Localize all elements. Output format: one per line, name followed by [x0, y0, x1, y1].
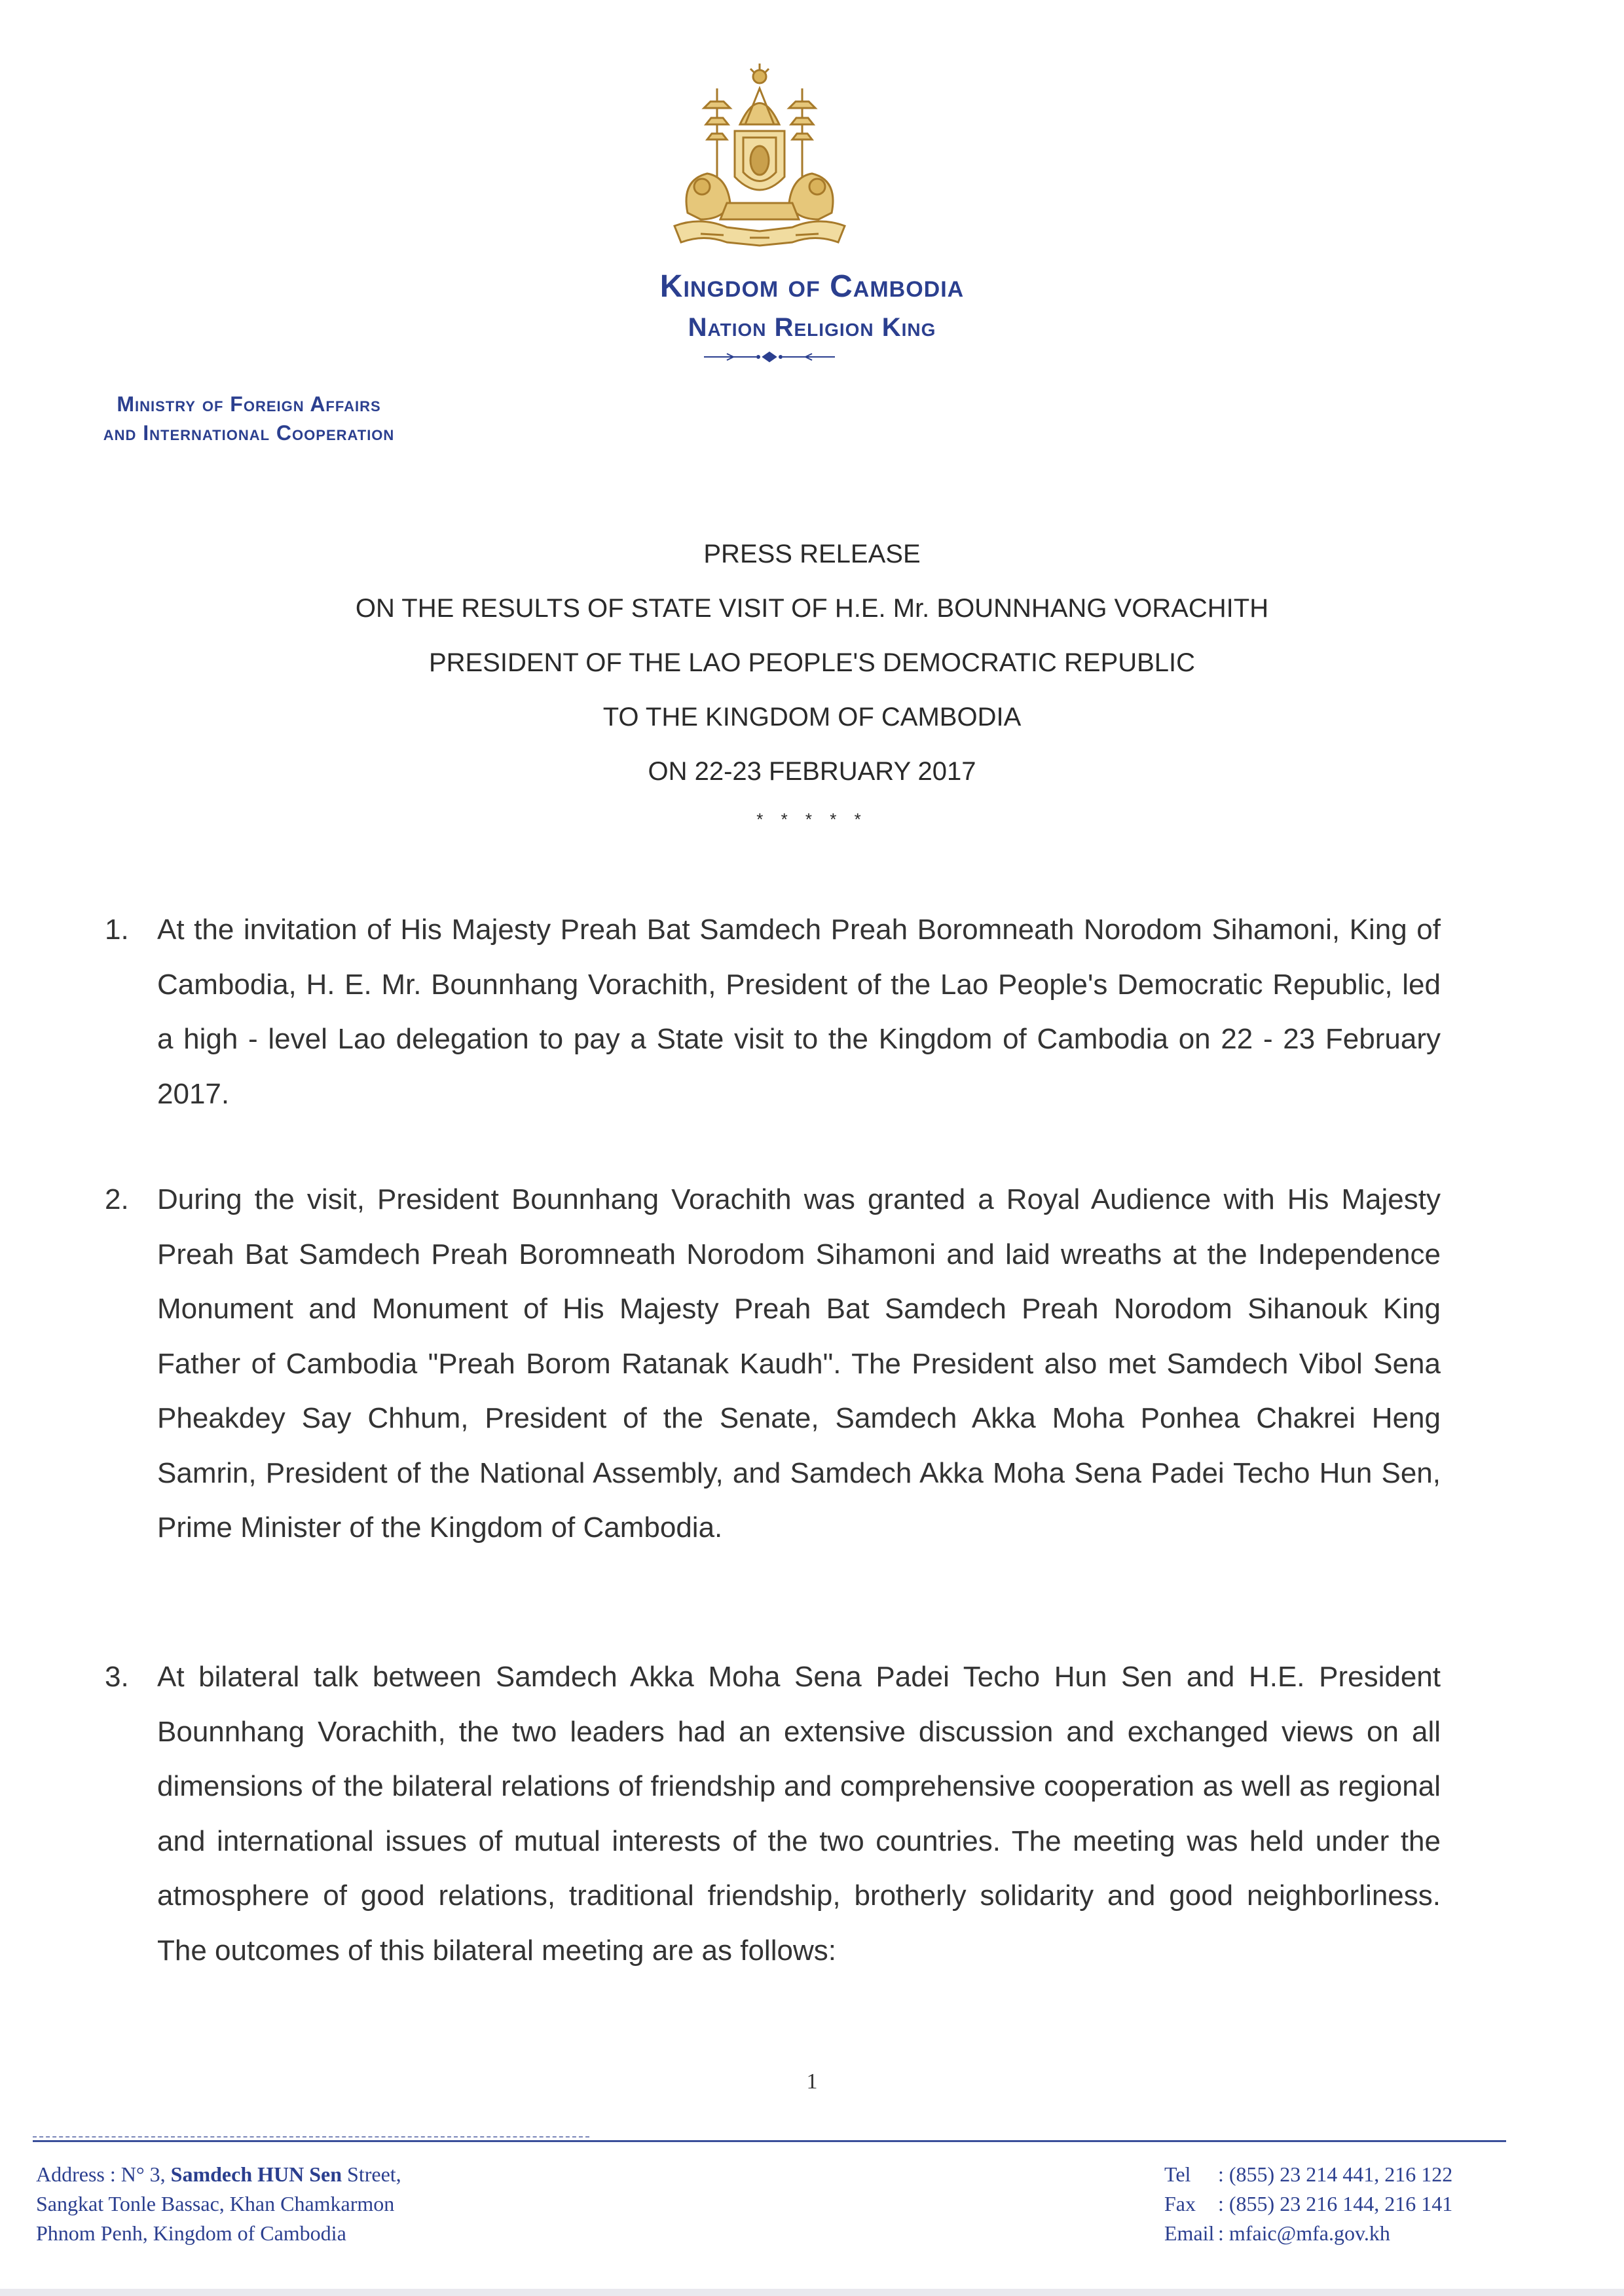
paragraph-text: At bilateral talk between Samdech Akka Moha Sena Padei Techo Hun Sen and H.E. President Bounnhang Vorachith, the two leaders had an extensive discussion and exchanged views on all dimensions of the bilateral relations of friendship and comprehensive cooperation as well as regional and international issues of mutual interests of the two countries. The meeting was held under the atmosphere of good relations, traditional friendship, brotherly solidarity and good neighborliness. The outcomes of this bilateral meeting are as follows:: [157, 1661, 1441, 1967]
national-motto: Nation Religion King: [688, 313, 936, 342]
country-name: Kingdom of Cambodia: [659, 269, 965, 304]
paragraph-text: At the invitation of His Majesty Preah Bat Samdech Preah Boromneath Norodom Sihamoni, King of Cambodia, H. E. Mr. Bounnhang Vorachith, President of the Lao People's Democratic Republic, led a high - level Lao delegation to pay a State visit to the Kingdom of Cambodia on 22 - 23 February 2017.: [157, 914, 1441, 1110]
title-line-1: PRESS RELEASE: [703, 540, 921, 568]
tel-line: [1164, 2160, 1452, 2189]
footer-contact: [1164, 2160, 1452, 2248]
paragraph-number: 2.: [105, 1183, 129, 1215]
title-line-3: PRESIDENT OF THE LAO PEOPLE'S DEMOCRATIC REPUBLIC: [428, 648, 1196, 677]
ministry-line-2: and International Cooperation: [103, 421, 395, 445]
email-line: [1164, 2219, 1452, 2248]
title-line-2: ON THE RESULTS OF STATE VISIT OF H.E. Mr. BOUNNHANG VORACHITH: [355, 594, 1269, 623]
email-value: : mfaic@mfa.gov.kh: [1218, 2221, 1390, 2245]
paragraph-3: [105, 1650, 1441, 1978]
paragraph-1: [105, 902, 1441, 1121]
royal-emblem-icon: [661, 62, 858, 252]
paragraph-number: 1.: [105, 914, 129, 946]
page-number: 1: [806, 2069, 818, 2094]
press-release-title: [0, 527, 1624, 836]
address-street-name: Samdech HUN Sen: [170, 2162, 342, 2186]
fax-value: : (855) 23 216 144, 216 141: [1218, 2192, 1453, 2215]
email-label: Email: [1164, 2221, 1215, 2245]
address-prefix: Address : N° 3,: [36, 2162, 171, 2186]
ministry-line-1: Ministry of Foreign Affairs: [117, 392, 381, 416]
scan-bottom-edge: [0, 2289, 1624, 2296]
address-line-1: [36, 2160, 401, 2189]
footer-rule: [33, 2140, 1506, 2142]
address-suffix: Street,: [342, 2162, 401, 2186]
ornament-divider-icon: [701, 350, 838, 363]
ministry-name: [26, 390, 471, 447]
footer-dashed-rule: [33, 2136, 589, 2138]
tel-value: : (855) 23 214 441, 216 122: [1218, 2162, 1453, 2186]
footer-address: [36, 2160, 401, 2248]
address-line-2: Sangkat Tonle Bassac, Khan Chamkarmon: [36, 2192, 395, 2215]
title-line-5: ON 22-23 FEBRUARY 2017: [648, 757, 976, 786]
address-line-3: Phnom Penh, Kingdom of Cambodia: [36, 2221, 346, 2245]
fax-line: [1164, 2189, 1452, 2219]
fax-label: Fax: [1164, 2192, 1196, 2215]
paragraph-number: 3.: [105, 1661, 129, 1693]
paragraph-2: [105, 1172, 1441, 1555]
title-separator: * * * * *: [756, 809, 868, 829]
paragraph-text: During the visit, President Bounnhang Vorachith was granted a Royal Audience with His Majesty Preah Bat Samdech Preah Boromneath Norodom Sihamoni and laid wreaths at the Independence Monument and Monument of His Majesty Preah Bat Samdech Preah Norodom Sihanouk King Father of Cambodia "Preah Borom Ratanak Kaudh". The President also met Samdech Vibol Sena Pheakdey Say Chhum, President of the Senate, Samdech Akka Moha Ponhea Chakrei Heng Samrin, President of the National Assembly, and Samdech Akka Moha Sena Padei Techo Hun Sen, Prime Minister of the Kingdom of Cambodia.: [157, 1183, 1441, 1544]
title-line-4: TO THE KINGDOM OF CAMBODIA: [602, 703, 1022, 731]
tel-label: Tel: [1164, 2162, 1191, 2186]
